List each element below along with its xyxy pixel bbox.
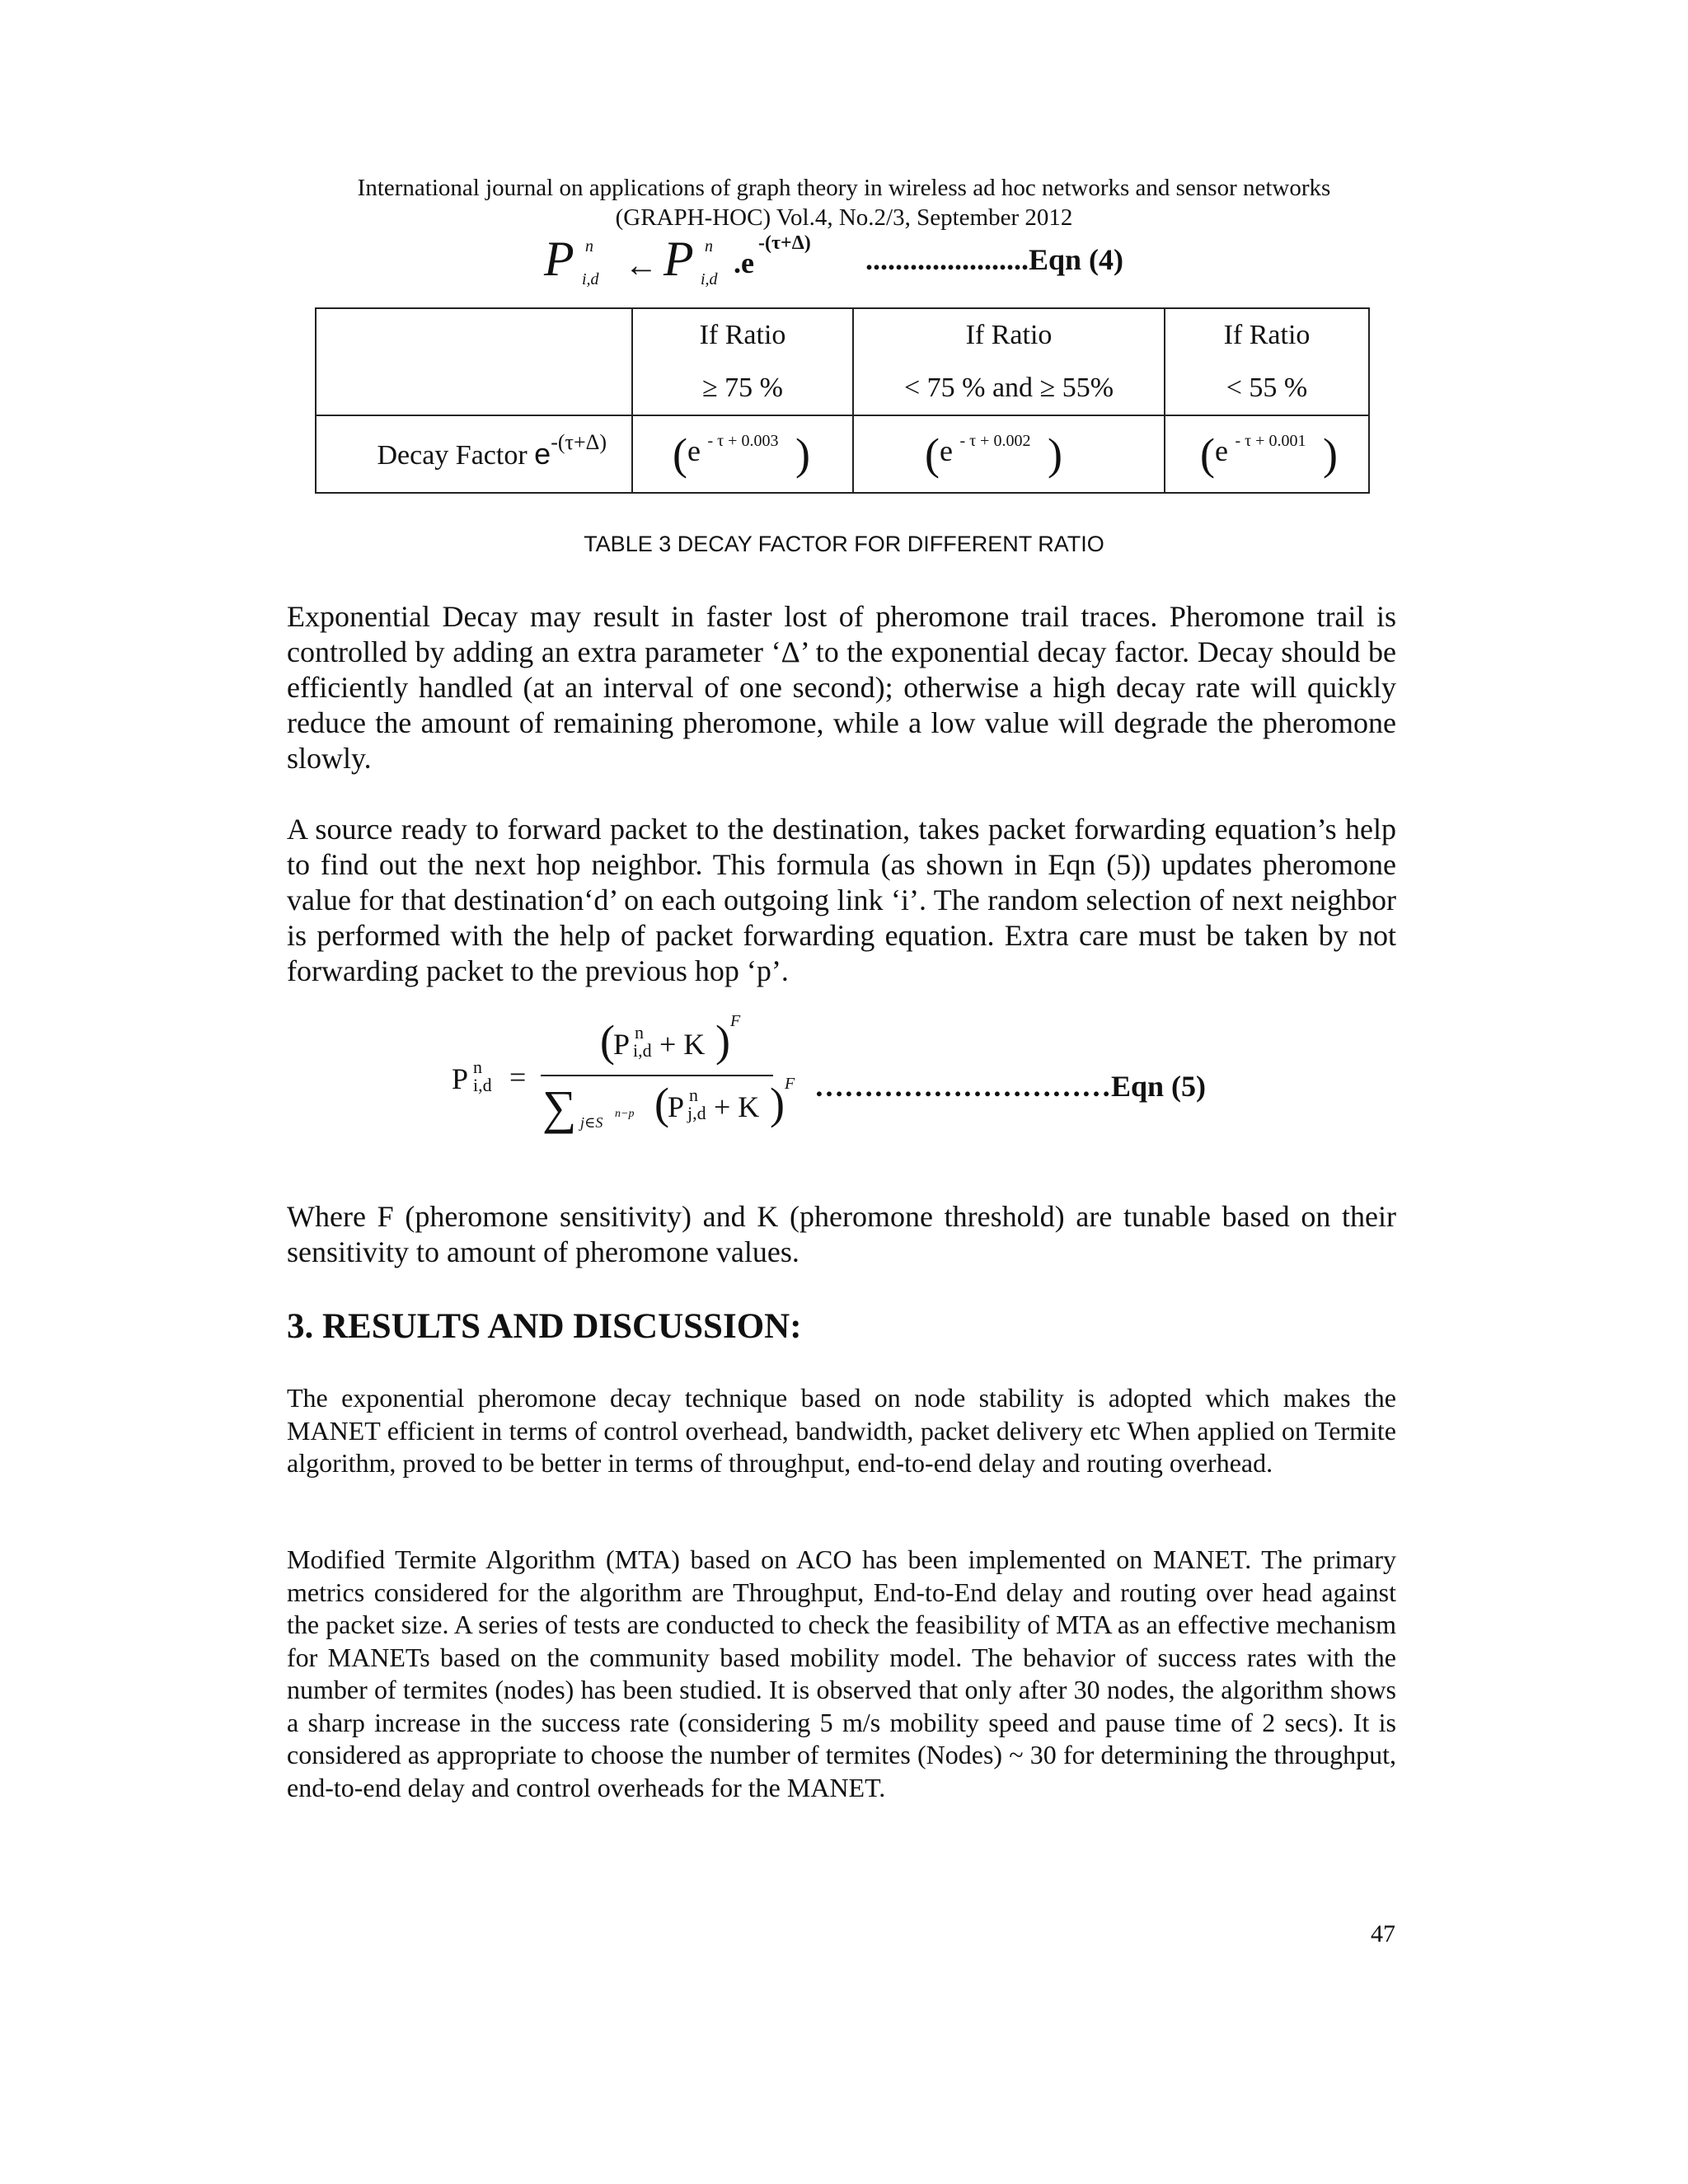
table-header-row <box>316 308 1369 415</box>
table-value-cell <box>853 415 1165 493</box>
eq5-num-exp: F <box>730 1012 741 1030</box>
eq5-sum-sub: j∈S <box>580 1114 603 1131</box>
eq4-factor: .e <box>734 246 754 279</box>
header-line2: ≥ 75 % <box>702 373 783 403</box>
eq4-rhs-P: P <box>663 232 694 286</box>
eq5-num-open-paren: ( <box>600 1016 615 1066</box>
eq5-den-sub: j,d <box>687 1103 706 1123</box>
eq5-sum-sign: ∑ <box>542 1080 577 1134</box>
eq5-den-close-paren: ) <box>770 1079 785 1128</box>
value-base: e <box>687 434 701 467</box>
table-header-cell <box>1165 308 1369 415</box>
eq5-label: …………………………Eqn (5) <box>814 1070 1207 1103</box>
eq5-lhs-sub: i,d <box>473 1075 492 1095</box>
eq4-factor-exp: -(τ+Δ) <box>758 232 811 254</box>
value-exp: - τ + 0.002 <box>959 431 1031 450</box>
close-paren: ) <box>1047 429 1062 479</box>
table-header-cell <box>853 308 1165 415</box>
eq5-den-plus-k: + K <box>714 1090 760 1123</box>
journal-header-line1: International journal on applications of graph theory in wireless ad hoc networks and sensor networks <box>357 175 1331 201</box>
eq5-num-plus-k: + K <box>659 1028 706 1061</box>
eq5-den-P: P <box>668 1090 685 1123</box>
decay-factor-table <box>315 307 1370 494</box>
row-label-exp: -(τ+Δ) <box>551 430 607 454</box>
eq5-lhs-P: P <box>452 1062 469 1095</box>
section-heading: 3. RESULTS AND DISCUSSION: <box>287 1307 802 1346</box>
row-label-base: e <box>534 437 551 471</box>
table-caption: TABLE 3 DECAY FACTOR FOR DIFFERENT RATIO <box>584 532 1104 556</box>
equation-4 <box>544 231 1451 297</box>
header-line2: < 55 % <box>1226 373 1308 403</box>
open-paren: ( <box>673 429 687 479</box>
eq5-den-sup: n <box>689 1085 698 1105</box>
eq5-lhs-sup: n <box>473 1057 482 1077</box>
eq4-label: ......................Eqn (4) <box>865 243 1124 276</box>
paragraph-exponential-decay: Exponential Decay may result in faster lost of pheromone trail traces. Pheromone trail is controlled by adding an extra parameter ‘Δ’ to the exponential decay factor. Decay should be efficiently handled (at an interval of one second); otherwise a high decay rate will quickly reduce the amount of remaining pheromone, while a low value will degrade the pheromone slowly. <box>287 600 1396 775</box>
eq4-lhs-P: P <box>544 232 574 286</box>
journal-header-line2: (GRAPH-HOC) Vol.4, No.2/3, September 2012 <box>615 204 1073 231</box>
header-line1: If Ratio <box>699 320 786 350</box>
eq5-num-close-paren: ) <box>715 1016 730 1066</box>
header-line1: If Ratio <box>1223 320 1311 350</box>
row-label-text: Decay Factor <box>377 440 528 471</box>
eq4-arrow: ← <box>625 246 658 284</box>
open-paren: ( <box>925 429 940 479</box>
eq5-equals: = <box>509 1061 527 1094</box>
equation-5 <box>452 1012 1441 1154</box>
close-paren: ) <box>1322 429 1338 479</box>
eq5-num-sup: n <box>635 1022 644 1043</box>
eq5-num-sub: i,d <box>633 1040 652 1061</box>
eq4-rhs-sub: i,d <box>701 270 718 288</box>
eq4-lhs-sup: n <box>585 237 593 255</box>
paragraph-results-2: Modified Termite Algorithm (MTA) based on ACO has been implemented on MANET. The primary metrics considered for the algorithm are Throughput, End-to-End delay and routing over head against the packet size. A series of tests are conducted to check the feasibility of MTA as an effective mechanism for MANETs based on the community based mobility model. The behavior of success rates with the number of termites (nodes) has been studied. It is observed that only after 30 nodes, the algorithm shows a sharp increase in the success rate (considering 5 m/s mobility speed and pause time of 2 secs). It is considered as appropriate to choose the number of termites (Nodes) ~ 30 for determining the throughput, end-to-end delay and control overheads for the MANET. <box>287 1544 1396 1802</box>
eq4-rhs-sup: n <box>705 237 713 255</box>
eq4-lhs-sub: i,d <box>582 270 599 288</box>
eq5-fraction-bar <box>541 1075 773 1076</box>
eq5-den-exp: F <box>785 1075 795 1093</box>
table-header-cell <box>632 308 853 415</box>
table-value-cell <box>632 415 853 493</box>
value-base: e <box>939 434 953 467</box>
eq5-sum-sub-sup: n−p <box>615 1108 635 1120</box>
header-line1: If Ratio <box>965 320 1053 350</box>
value-exp: - τ + 0.003 <box>707 431 779 450</box>
paragraph-results-1: The exponential pheromone decay technique based on node stability is adopted which makes the MANET efficient in terms of control overhead, bandwidth, packet delivery etc When applied on Termite algorithm, proved to be better in terms of throughput, end-to-end delay and routing overhead. <box>287 1383 1396 1478</box>
paragraph-where-f-k: Where F (pheromone sensitivity) and K (pheromone threshold) are tunable based on their sensitivity to amount of pheromone values. <box>287 1200 1396 1268</box>
eq5-num-P: P <box>613 1028 631 1061</box>
table-value-cell <box>1165 415 1369 493</box>
header-line2: < 75 % and ≥ 55% <box>903 373 1114 403</box>
paragraph-packet-forwarding: A source ready to forward packet to the destination, takes packet forwarding equation’s help to find out the next hop neighbor. This formula (as shown in Eqn (5)) updates pheromone value for that destination‘d’ on each outgoing link ‘i’. The random selection of next neighbor is performed with the help of packet forwarding equation. Extra care must be taken by not forwarding packet to the previous hop ‘p’. <box>287 813 1396 987</box>
eq5-den-open-paren: ( <box>654 1079 669 1128</box>
table-row <box>316 415 1369 493</box>
row-label-cell <box>316 415 632 493</box>
value-base: e <box>1214 434 1228 467</box>
table-corner-cell <box>316 308 632 415</box>
page-number: 47 <box>1371 1920 1395 1947</box>
open-paren: ( <box>1200 429 1215 479</box>
close-paren: ) <box>795 429 810 479</box>
value-exp: - τ + 0.001 <box>1235 431 1306 450</box>
